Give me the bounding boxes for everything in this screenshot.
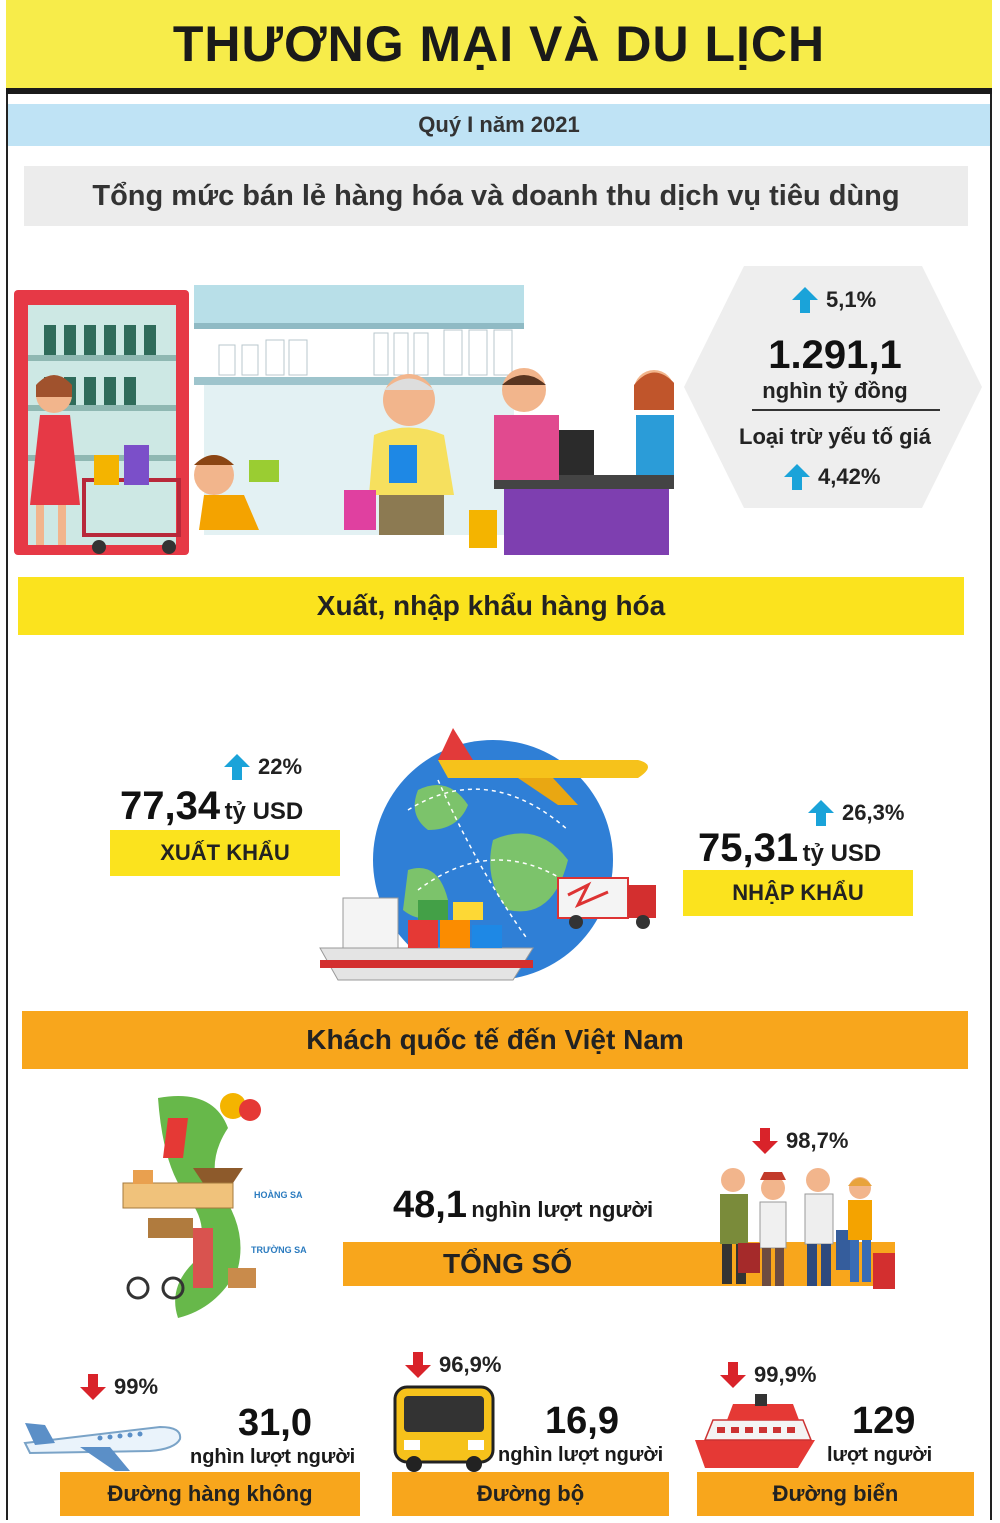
period-label: Quý I năm 2021 xyxy=(418,112,580,137)
cruise-ship-icon xyxy=(693,1392,818,1472)
import-unit: tỷ USD xyxy=(802,840,882,867)
air-label: Đường hàng không xyxy=(107,1481,313,1506)
arrow-up-icon xyxy=(782,462,812,492)
visitors-title-text: Khách quốc tế đến Việt Nam xyxy=(306,1024,684,1055)
arrow-down-icon xyxy=(750,1126,780,1156)
arrow-up-icon xyxy=(222,752,252,782)
sea-change xyxy=(718,1360,816,1390)
export-value-row xyxy=(120,784,303,829)
air-unit: nghìn lượt người xyxy=(190,1446,356,1468)
arrow-down-icon xyxy=(403,1350,433,1380)
arrow-down-icon xyxy=(718,1360,748,1390)
airplane-icon xyxy=(20,1405,185,1473)
globe-illustration xyxy=(318,720,663,988)
road-change xyxy=(403,1350,501,1380)
sea-label: Đường biển xyxy=(772,1481,899,1506)
retail-title-text: Tổng mức bán lẻ hàng hóa và doanh thu dịch vụ tiêu dùng xyxy=(92,179,900,212)
shop-illustration xyxy=(14,285,674,560)
import-value-row xyxy=(698,826,881,871)
sea-unit: lượt người xyxy=(827,1444,933,1466)
export-label-box xyxy=(110,830,340,876)
total-label: TỔNG SỐ xyxy=(443,1248,573,1279)
import-label: NHẬP KHẨU xyxy=(732,880,864,905)
truong-sa-label: TRƯỜNG SA xyxy=(251,1245,307,1255)
page-header xyxy=(6,0,992,94)
export-growth-value: 22% xyxy=(258,754,303,779)
retail-excl-growth xyxy=(782,462,880,492)
hoang-sa-label: HOÀNG SA xyxy=(254,1190,303,1200)
import-value: 75,31 xyxy=(698,826,799,870)
trade-title-text: Xuất, nhập khẩu hàng hóa xyxy=(316,590,666,621)
retail-growth-value: 5,1% xyxy=(826,287,877,312)
air-change-value: 99% xyxy=(114,1374,159,1399)
trade-section-title xyxy=(18,577,964,635)
export-growth xyxy=(222,752,302,782)
retail-value: 1.291,1 xyxy=(768,333,902,377)
retail-excl-label: Loại trừ yếu tố giá xyxy=(739,424,931,449)
sea-change-value: 99,9% xyxy=(754,1362,817,1387)
air-value: 31,0 xyxy=(238,1402,312,1444)
total-change-value: 98,7% xyxy=(786,1128,849,1153)
road-change-value: 96,9% xyxy=(439,1352,502,1377)
road-label-box xyxy=(392,1472,669,1516)
sea-label-box xyxy=(697,1472,974,1516)
bus-icon xyxy=(392,1382,497,1474)
total-value: 48,1 xyxy=(393,1184,467,1226)
import-growth-value: 26,3% xyxy=(842,800,905,825)
road-value: 16,9 xyxy=(545,1400,619,1442)
tourists-illustration xyxy=(708,1158,903,1293)
road-unit: nghìn lượt người xyxy=(498,1444,664,1466)
arrow-up-icon xyxy=(806,798,836,828)
import-growth xyxy=(806,798,904,828)
sea-value: 129 xyxy=(852,1400,916,1442)
total-value-row xyxy=(393,1184,653,1227)
total-unit: nghìn lượt người xyxy=(471,1197,654,1222)
export-label: XUẤT KHẨU xyxy=(160,840,290,865)
retail-excl-growth-value: 4,42% xyxy=(818,464,881,489)
retail-section-title xyxy=(24,166,968,226)
arrow-down-icon xyxy=(78,1372,108,1402)
arrow-up-icon xyxy=(790,285,820,315)
total-change xyxy=(750,1126,848,1156)
export-value: 77,34 xyxy=(120,784,221,828)
retail-growth xyxy=(790,285,876,315)
export-unit: tỷ USD xyxy=(224,798,304,825)
page-title: THƯƠNG MẠI VÀ DU LỊCH xyxy=(172,16,826,72)
air-change xyxy=(78,1372,158,1402)
air-label-box xyxy=(60,1472,360,1516)
vietnam-map-illustration xyxy=(118,1088,333,1323)
retail-unit: nghìn tỷ đồng xyxy=(762,378,908,403)
import-label-box xyxy=(683,870,913,916)
visitors-section-title xyxy=(22,1011,968,1069)
road-label: Đường bộ xyxy=(476,1481,585,1506)
period-bar xyxy=(8,104,990,146)
